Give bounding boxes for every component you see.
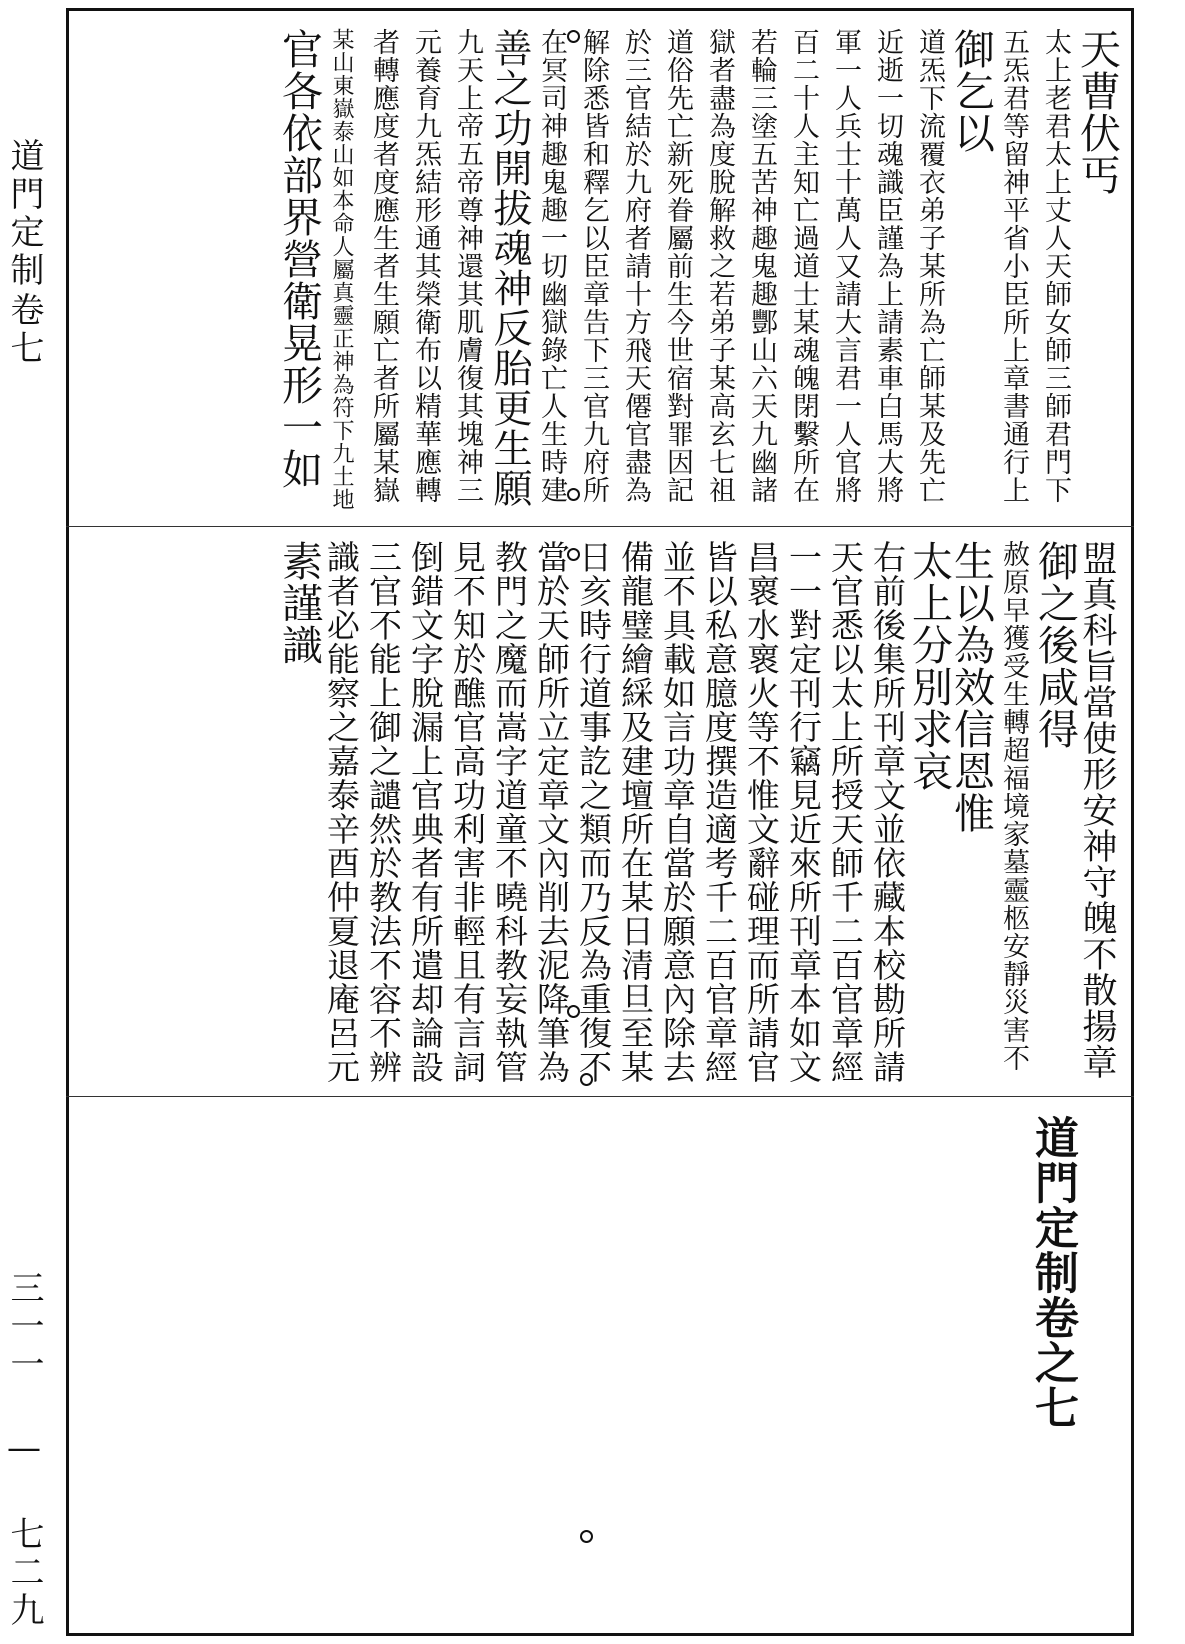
upper-column: 某山東嶽泰山如本命人屬真靈正神為符下九土地 <box>329 28 354 511</box>
lower-column: 三官不能上御之譴然於教法不容不辨 <box>364 540 403 1084</box>
upper-column: 獄者盡為度脫解救之若弟子某高玄七祖 <box>704 28 735 504</box>
upper-column: 太上老君太上丈人天師女師三師君門下 <box>1040 28 1071 504</box>
upper-column: 在冥司神趣鬼趣一切幽獄錄亡人生時建 <box>536 28 567 504</box>
lower-column: 倒錯文字脫漏上官典者有所遣却論設 <box>406 540 445 1084</box>
lower-column: 見不知於醮官高功利害非輕且有言詞 <box>448 540 487 1084</box>
upper-column: 九天上帝五帝尊神還其肌膚復其塊神三 <box>452 28 483 504</box>
upper-column: 軍一人兵士十萬人又請大言君一人官將 <box>830 28 861 504</box>
lower-column: 昌褱水褱火等不惟文辭碰理而所請官 <box>742 540 781 1084</box>
lower-column: 太上分別求哀 <box>905 540 953 792</box>
lower-column: 並不具載如言功章自當於願意內除去 <box>658 540 697 1084</box>
lower-column: 赦原早獲受生轉超福境家墓靈柩安靜災害不 <box>998 540 1029 1072</box>
lower-column: 日亥時行道事訖之類而乃反為重復不 <box>574 540 613 1084</box>
upper-column: 百二十人主知亡過道士某魂魄閉繫所在 <box>788 28 819 504</box>
upper-column: 元養育九炁結形通其榮衛布以精華應轉 <box>410 28 441 504</box>
volume-end-title: 道門定制卷之七 <box>1027 1115 1078 1430</box>
upper-column: 者轉應度者度應生者生願亡者所屬某嶽 <box>368 28 399 504</box>
lower-column: 天官悉以太上所授天師千二百官章經 <box>826 540 865 1084</box>
upper-column: 五炁君等留神平省小臣所上章書通行上 <box>998 28 1029 504</box>
upper-column: 御乞以 <box>947 28 995 154</box>
lower-column: 右前後集所刊章文並依藏本校勘所請 <box>868 540 907 1084</box>
lower-column: 教門之魔而嵩字道童不曉科教妄執管 <box>490 540 529 1084</box>
upper-column: 天曹伏丐 <box>1073 28 1121 196</box>
lower-column: 生以為效信恩惟 <box>947 540 995 834</box>
upper-column: 近逝一切魂識臣謹為上請素車白馬大將 <box>872 28 903 504</box>
upper-column: 若輪三塗五苦神趣鬼趣酆山六天九幽諸 <box>746 28 777 504</box>
lower-column: 素謹識 <box>275 540 323 666</box>
divider-lower <box>66 1096 1134 1097</box>
lower-column: 皆以私意臆度撰造適考千二百官章經 <box>700 540 739 1084</box>
upper-column: 道炁下流覆衣弟子某所為亡師某及先亡 <box>914 28 945 504</box>
upper-column: 官各依部界營衛晃形一如 <box>275 28 323 490</box>
lower-column: 盟真科旨當使形安神守魄不散揚章 <box>1077 540 1117 1080</box>
upper-column: 道俗先亡新死眷屬前生今世宿對罪因記 <box>662 28 693 504</box>
lower-column: 一一對定刊行竊見近來所刊章本如文 <box>784 540 823 1084</box>
margin-page-number: 三一一 — 七二九 <box>4 1270 44 1630</box>
lower-column: 備龍璧繪綵及建壇所在某日清旦至某 <box>616 540 655 1084</box>
lower-column: 識者必能察之嘉泰辛酉仲夏退庵呂元 <box>322 540 361 1084</box>
upper-column: 解除悉皆和釋乞以臣章告下三官九府所 <box>578 28 609 504</box>
lower-column: 當於天師所立定章文內削去泥降筆為 <box>532 540 571 1084</box>
upper-column: 於三官結於九府者請十方飛天僊官盡為 <box>620 28 651 504</box>
upper-column: 善之功開拔魂神反胎更生願 <box>487 28 532 508</box>
margin-volume: 卷七 <box>4 292 44 368</box>
lower-column: 御之後咸得 <box>1031 540 1079 750</box>
circle-marker <box>580 1530 593 1543</box>
margin-book-title: 道門定制 <box>4 138 44 290</box>
divider-upper <box>66 526 1134 527</box>
